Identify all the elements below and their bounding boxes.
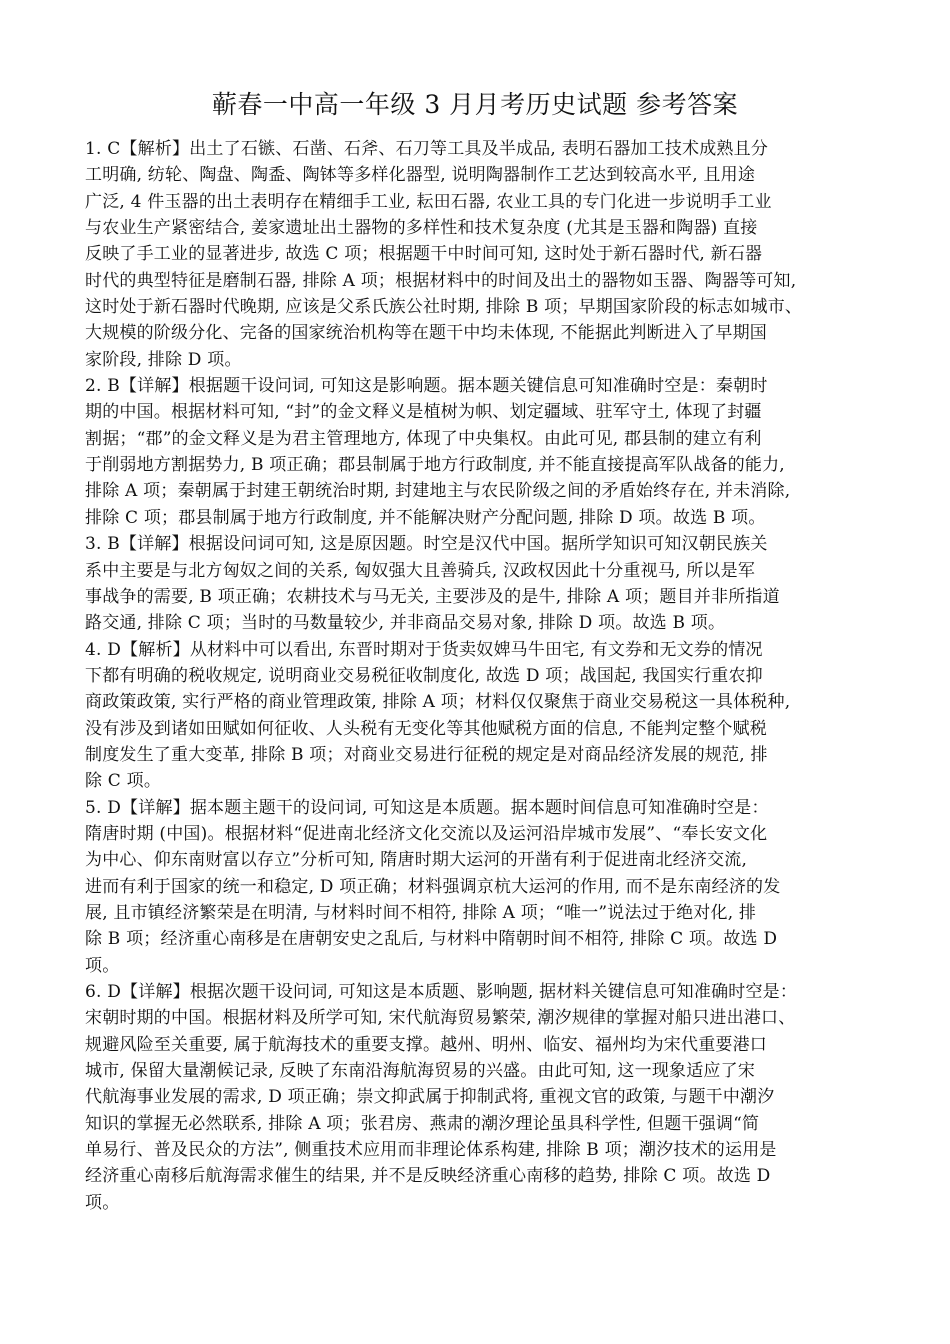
answer-line: 经济重心南移后航海需求催生的结果, 并不是反映经济重心南移的趋势, 排除 C 项。故选 D (85, 1166, 771, 1187)
answer-line: 2. B【详解】根据题干设问词, 可知这是影响题。据本题关键信息可知准确时空是：秦朝时 (85, 376, 768, 397)
answer-line: 与农业生产紧密结合, 姜家遗址出土器物的多样性和技术复杂度 (尤其是玉器和陶器) 直接 (85, 218, 758, 239)
answer-line: 商政策政策, 实行严格的商业管理政策, 排除 A 项；材料仅仅聚焦于商业交易税这一具体税种, (85, 692, 791, 713)
answer-item-2 (85, 373, 885, 531)
answer-line: 时代的典型特征是磨制石器, 排除 A 项；根据材料中的时间及出土的器物如玉器、陶器等可知, (85, 270, 797, 291)
answer-line: 1. C【解析】出土了石镞、石凿、石斧、石刀等工具及半成品, 表明石器加工技术成熟且分 (85, 139, 769, 159)
answer-line: 4. D【解析】从材料中可以看出, 东晋时期对于货卖奴婢马牛田宅, 有文券和无文券的情况 (85, 639, 763, 660)
answer-line: 期的中国。根据材料可知, “封”的金文释义是植树为帜、划定疆域、驻军守土, 体现了封疆 (85, 402, 762, 423)
answer-line: 下都有明确的税收规定, 说明商业交易税征收制度化, 故选 D 项；战国起, 我国实行重农抑 (85, 665, 763, 686)
answer-line: 为中心、仰东南财富以存立”分析可知, 隋唐时期大运河的开凿有利于促进南北经济交流, (85, 850, 748, 871)
answer-line: 代航海事业发展的需求, D 项正确；崇文抑武属于抑制武将, 重视文官的政策, 与题干中潮汐 (85, 1087, 775, 1108)
answer-line: 除 B 项；经济重心南移是在唐朝安史之乱后, 与材料中隋朝时间不相符, 排除 C 项。故选 D (85, 929, 778, 950)
answer-line: 排除 A 项；秦朝属于封建王朝统治时期, 封建地主与农民阶级之间的矛盾始终存在, 并未消除, (85, 481, 791, 502)
answer-line: 广泛, 4 件玉器的出土表明存在精细手工业, 耘田石器, 农业工具的专门化进一步说明手工业 (85, 191, 772, 212)
answer-line: 除 C 项。 (85, 771, 162, 792)
answer-item-4 (85, 637, 885, 795)
answer-line: 于削弱地方割据势力, B 项正确；郡县制属于地方行政制度, 并不能直接提高军队战备的能力, (85, 455, 785, 476)
answer-line: 这时处于新石器时代晚期, 应该是父系氏族公社时期, 排除 B 项；早期国家阶段的标志如城市、 (85, 297, 803, 318)
answer-line: 大规模的阶级分化、完备的国家统治机构等在题干中均未体现, 不能据此判断进入了早期国 (85, 323, 768, 344)
answer-line: 系中主要是与北方匈奴之间的关系, 匈奴强大且善骑兵, 汉政权因此十分重视马, 所以是军 (85, 560, 756, 581)
answer-line: 宋朝时期的中国。根据材料及所学可知, 宋代航海贸易繁荣, 潮汐规律的掌握对船只进出港口、 (85, 1008, 796, 1029)
answer-list (85, 136, 885, 1216)
answer-line: 5. D【详解】据本题主题干的设问词, 可知这是本质题。据本题时间信息可知准确时空是： (85, 797, 769, 818)
answer-line: 规避风险至关重要, 属于航海技术的重要支撑。越州、明州、临安、福州均为宋代重要港口 (85, 1034, 768, 1055)
answer-line: 割据；“郡”的金文释义是为君主管理地方, 体现了中央集权。由此可见, 郡县制的建立有利 (85, 428, 762, 449)
answer-line: 排除 C 项；郡县制属于地方行政制度, 并不能解决财产分配问题, 排除 D 项。故选 B 项。 (85, 507, 766, 528)
page-title: 蕲春一中高一年级 3 月月考历史试题 参考答案 (211, 90, 739, 119)
answer-line: 制度发生了重大变革, 排除 B 项；对商业交易进行征税的规定是对商品经济发展的规范, 排 (85, 744, 768, 765)
answer-line: 知识的掌握无必然联系, 排除 A 项；张君房、燕肃的潮汐理论虽具科学性, 但题干强调“简 (85, 1113, 760, 1134)
answer-line: 反映了手工业的显著进步, 故选 C 项；根据题干中时间可知, 这时处于新石器时代, 新石器 (85, 244, 763, 265)
answer-line: 家阶段, 排除 D 项。 (85, 349, 242, 370)
answer-line: 项。 (85, 1192, 120, 1213)
answer-line: 进而有利于国家的统一和稳定, D 项正确；材料强调京杭大运河的作用, 而不是东南经济的发 (85, 876, 781, 897)
answer-line: 没有涉及到诸如田赋如何征收、人头税有无变化等其他赋税方面的信息, 不能判定整个赋税 (85, 718, 768, 739)
answer-line: 展, 且市镇经济繁荣是在明清, 与材料时间不相符, 排除 A 项；“唯一”说法过于绝对化, 排 (85, 902, 757, 923)
answer-item-1 (85, 136, 885, 373)
answer-line: 路交通, 排除 C 项；当时的马数量较少, 并非商品交易对象, 排除 D 项。故选 B 项。 (85, 613, 726, 634)
answer-item-3 (85, 531, 885, 636)
answer-line: 3. B【详解】根据设问词可知, 这是原因题。时空是汉代中国。据所学知识可知汉朝民族关 (85, 534, 768, 555)
answer-line: 城市, 保留大量潮候记录, 反映了东南沿海航海贸易的兴盛。由此可知, 这一现象适应了宋 (85, 1061, 756, 1082)
answer-line: 单易行、普及民众的方法”, 侧重技术应用而非理论体系构建, 排除 B 项；潮汐技术的运用是 (85, 1140, 777, 1161)
answer-item-6 (85, 979, 885, 1216)
answer-item-5 (85, 795, 885, 979)
answer-line: 项。 (85, 955, 120, 976)
answer-line: 工明确, 纺轮、陶盘、陶盉、陶钵等多样化器型, 说明陶器制作工艺达到较高水平, 且用途 (85, 165, 756, 186)
answer-line: 事战争的需要, B 项正确；农耕技术与马无关, 主要涉及的是牛, 排除 A 项；题目并非所指道 (85, 586, 780, 607)
answer-line: 6. D【详解】根据次题干设问词, 可知这是本质题、影响题, 据材料关键信息可知准确时空是： (85, 982, 798, 1002)
answer-line: 隋唐时期 (中国)。根据材料“促进南北经济文化交流以及运河沿岸城市发展”、“奉长安文化 (85, 823, 768, 844)
